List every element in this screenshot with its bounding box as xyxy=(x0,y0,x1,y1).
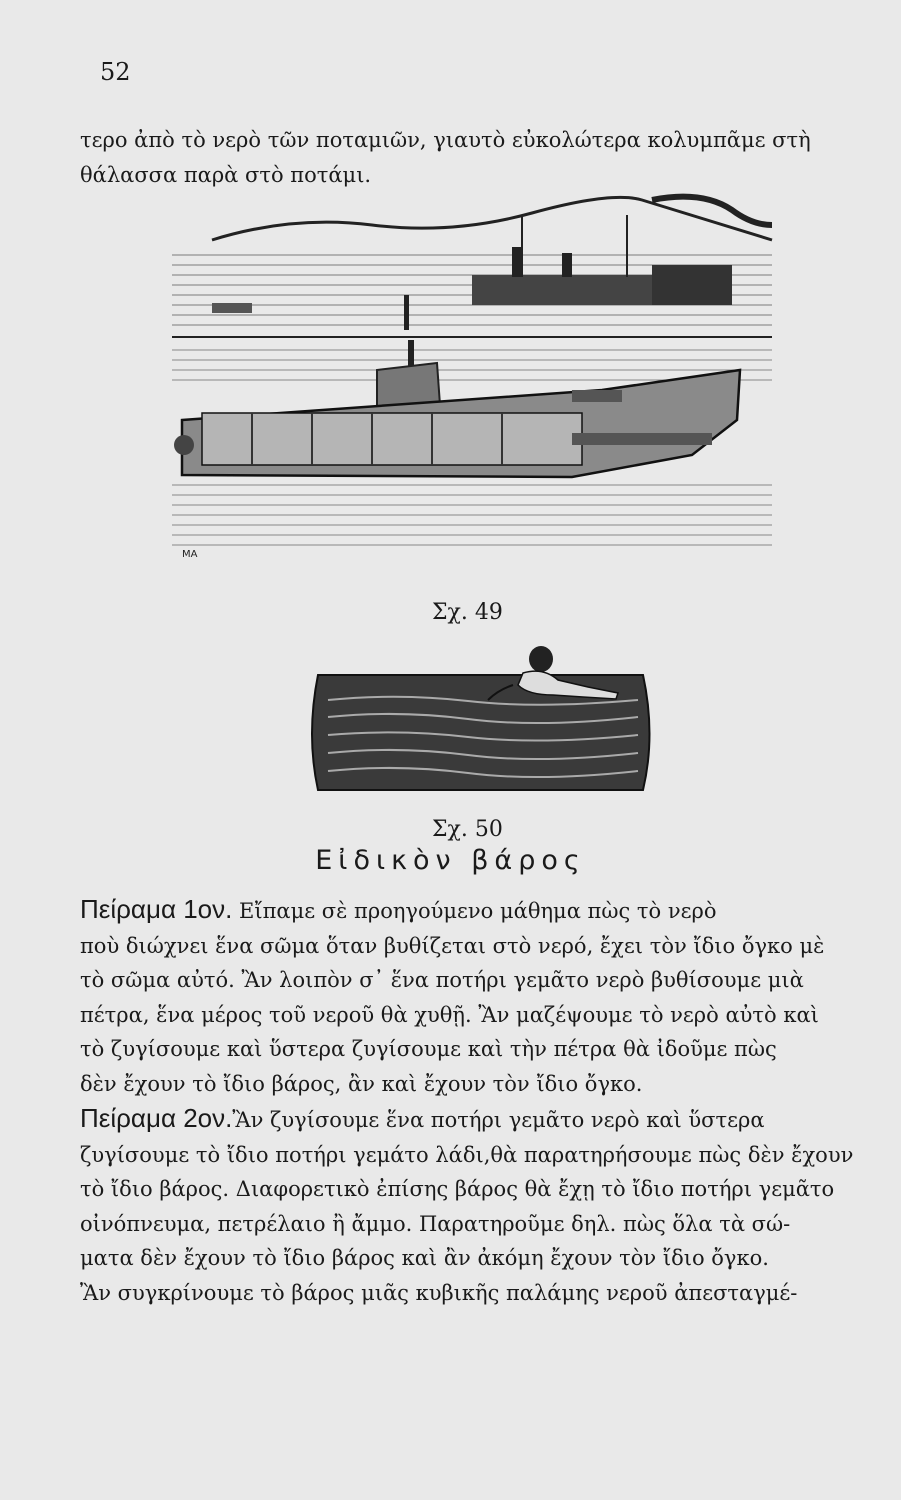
experiment-2-line: ματα δὲν ἔχουν τὸ ἴδιο βάρος καὶ ἂν ἀκόμη ἔχουν τὸν ἴδιο ὄγκο. xyxy=(80,1246,769,1270)
experiment-2-line: τὸ ἴδιο βάρος. Διαφορετικὸ ἐπίσης βάρος θὰ ἔχῃ τὸ ἴδιο ποτήρι γεμᾶτο xyxy=(80,1177,835,1201)
swimmer-illustration xyxy=(298,645,663,805)
engraver-signature: MA xyxy=(182,549,198,560)
intro-line-2: θάλασσα παρὰ στὸ ποτάμι. xyxy=(80,163,372,187)
experiment-1-line: Εἴπαμε σὲ προηγούμενο μάθημα πὼς τὸ νερὸ xyxy=(232,899,717,923)
page-number: 52 xyxy=(100,58,131,86)
experiment-1-line: τὸ σῶμα αὐτό. Ἂν λοιπὸν σ᾽ ἕνα ποτήρι γεμᾶτο νερὸ βυθίσουμε μιὰ xyxy=(80,968,804,992)
experiment-1-line: τὸ ζυγίσουμε καὶ ὕστερα ζυγίσουμε καὶ τὴν πέτρα θὰ ἰδοῦμε πὼς xyxy=(80,1037,777,1061)
experiment-2-first-line xyxy=(80,1101,880,1138)
body-text xyxy=(80,892,880,1310)
submarine-illustration xyxy=(172,185,780,565)
experiment-2-line: ζυγίσουμε τὸ ἴδιο ποτήρι γεμάτο λάδι,θὰ παρατηρήσουμε πὼς δὲν ἔχουν xyxy=(80,1142,854,1167)
figure-49-caption: Σχ. 49 xyxy=(432,600,503,625)
experiment-1-first-line xyxy=(80,892,880,929)
figure-50-caption: Σχ. 50 xyxy=(432,817,503,842)
intro-line-1: τερο ἀπὸ τὸ νερὸ τῶν ποταμιῶν, γιαυτὸ εὐκολώτερα κολυμπᾶμε στὴ xyxy=(80,128,811,152)
experiment-1-line: πέτρα, ἕνα μέρος τοῦ νεροῦ θὰ χυθῇ. Ἂν μαζέψουμε τὸ νερὸ αὐτὸ καὶ xyxy=(80,1002,819,1027)
experiment-1-line: δὲν ἔχουν τὸ ἴδιο βάρος, ἂν καὶ ἔχουν τὸν ἴδιο ὄγκο. xyxy=(80,1071,643,1096)
experiment-1-label: Πείραμα 1ον. xyxy=(80,894,233,924)
experiment-2-line: Ἂν συγκρίνουμε τὸ βάρος μιᾶς κυβικῆς παλάμης νεροῦ ἀπεσταγμέ- xyxy=(80,1280,798,1305)
experiment-2-label: Πείραμα 2ον. xyxy=(80,1103,233,1133)
section-title: Εἰδικὸν βάρος xyxy=(315,845,586,876)
experiment-2-line: Ἂν ζυγίσουμε ἕνα ποτήρι γεμᾶτο νερὸ καὶ ὕστερα xyxy=(232,1108,765,1132)
experiment-1-line: ποὺ διώχνει ἕνα σῶμα ὅταν βυθίζεται στὸ νερό, ἔχει τὸν ἴδιο ὄγκο μὲ xyxy=(80,933,825,958)
experiment-2-line: οἰνόπνευμα, πετρέλαιο ἢ ἄμμο. Παρατηροῦμε δηλ. πὼς ὅλα τὰ σώ- xyxy=(80,1211,791,1236)
